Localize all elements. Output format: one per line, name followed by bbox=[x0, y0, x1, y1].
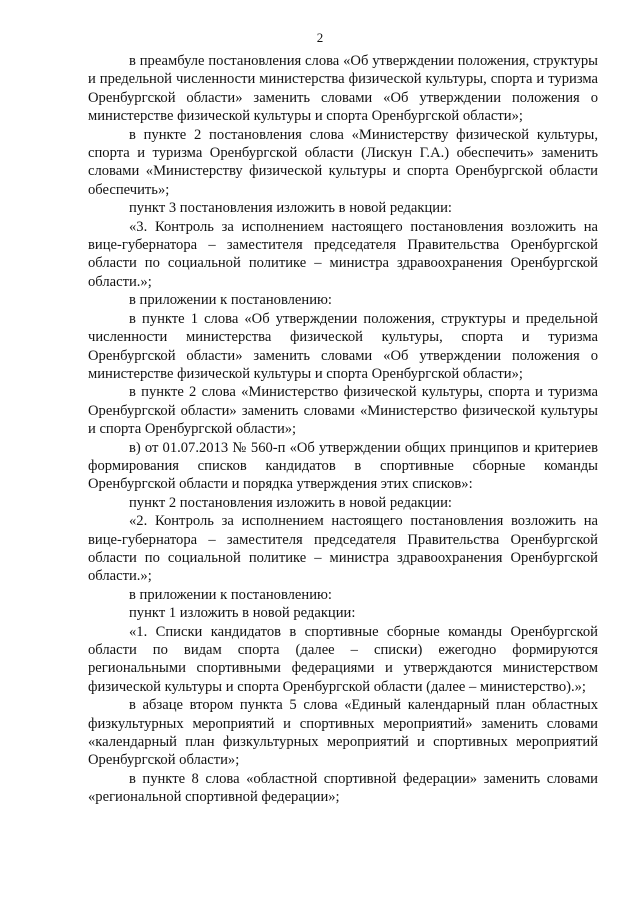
paragraph-appendix-intro-2: в приложении к постановлению: bbox=[129, 586, 332, 603]
paragraph-point-5: в абзаце втором пункта 5 слова «Единый календарный план областных физкультурных мероприятий и спортивных мероприятий» заменить словами «календарный план физкультурных мероприятий и спортивных мероприятий Оренбургской области»; bbox=[88, 697, 598, 769]
paragraph-point-8: в пункте 8 слова «областной спортивной федерации» заменить словами «региональной спортивной федерации»; bbox=[88, 770, 598, 806]
paragraph-preamble: в преамбуле постановления слова «Об утверждении положения, структуры и предельной численности министерства физической культуры, спорта и туризма Оренбургской области» заменить словами «Об утверждении положения о министерстве физической культуры и спорта Оренбургской области»; bbox=[88, 53, 598, 125]
paragraph-point-1-text: «1. Списки кандидатов в спортивные сборные команды Оренбургской области по видам спорта (далее – списки) ежегодно формируются региональными спортивными федерациями и утверждаются министерством физической культуры и спорта Оренбургской области (далее – министерство).»; bbox=[88, 623, 598, 695]
paragraph-point-2-text: «2. Контроль за исполнением настоящего постановления возложить на вице-губернатора – заместителя председателя Правительства Оренбургской области по социальной политике – министра здравоохранения Оренбургской области.»; bbox=[88, 513, 598, 585]
paragraph-point-3-text: «3. Контроль за исполнением настоящего постановления возложить на вице-губернатора – заместителя председателя Правительства Оренбургской области по социальной политике – министра здравоохранения Оренбургской области.»; bbox=[88, 218, 598, 290]
paragraph-point-3-intro: пункт 3 постановления изложить в новой редакции: bbox=[129, 200, 452, 217]
paragraph-point-2: в пункте 2 постановления слова «Министерству физической культуры, спорта и туризма Оренбургской области (Лискун Г.А.) обеспечить» заменить словами «Министерству физической культуры и спорта Оренбургской области обеспечить»; bbox=[88, 126, 598, 198]
paragraph-appendix-intro: в приложении к постановлению: bbox=[129, 292, 332, 309]
page-number: 2 bbox=[316, 30, 324, 45]
paragraph-point-1-intro: пункт 1 изложить в новой редакции: bbox=[129, 605, 356, 622]
paragraph-appendix-point-2: в пункте 2 слова «Министерство физической культуры, спорта и туризма Оренбургской области» заменить словами «Министерство физической культуры и спорта Оренбургской области»; bbox=[88, 384, 598, 438]
paragraph-appendix-point-1: в пункте 1 слова «Об утверждении положения, структуры и предельной численности министерства физической культуры, спорта и туризма Оренбургской области» заменить словами «Об утверждении положения о министерстве физической культуры и спорта Оренбургской области»; bbox=[88, 310, 598, 382]
document-body bbox=[88, 52, 598, 807]
paragraph-point-2-intro: пункт 2 постановления изложить в новой редакции: bbox=[129, 494, 452, 511]
paragraph-item-v: в) от 01.07.2013 № 560-п «Об утверждении общих принципов и критериев формирования списков кандидатов в спортивные сборные команды Оренбургской области и порядка утверждения этих списков»: bbox=[88, 439, 598, 493]
